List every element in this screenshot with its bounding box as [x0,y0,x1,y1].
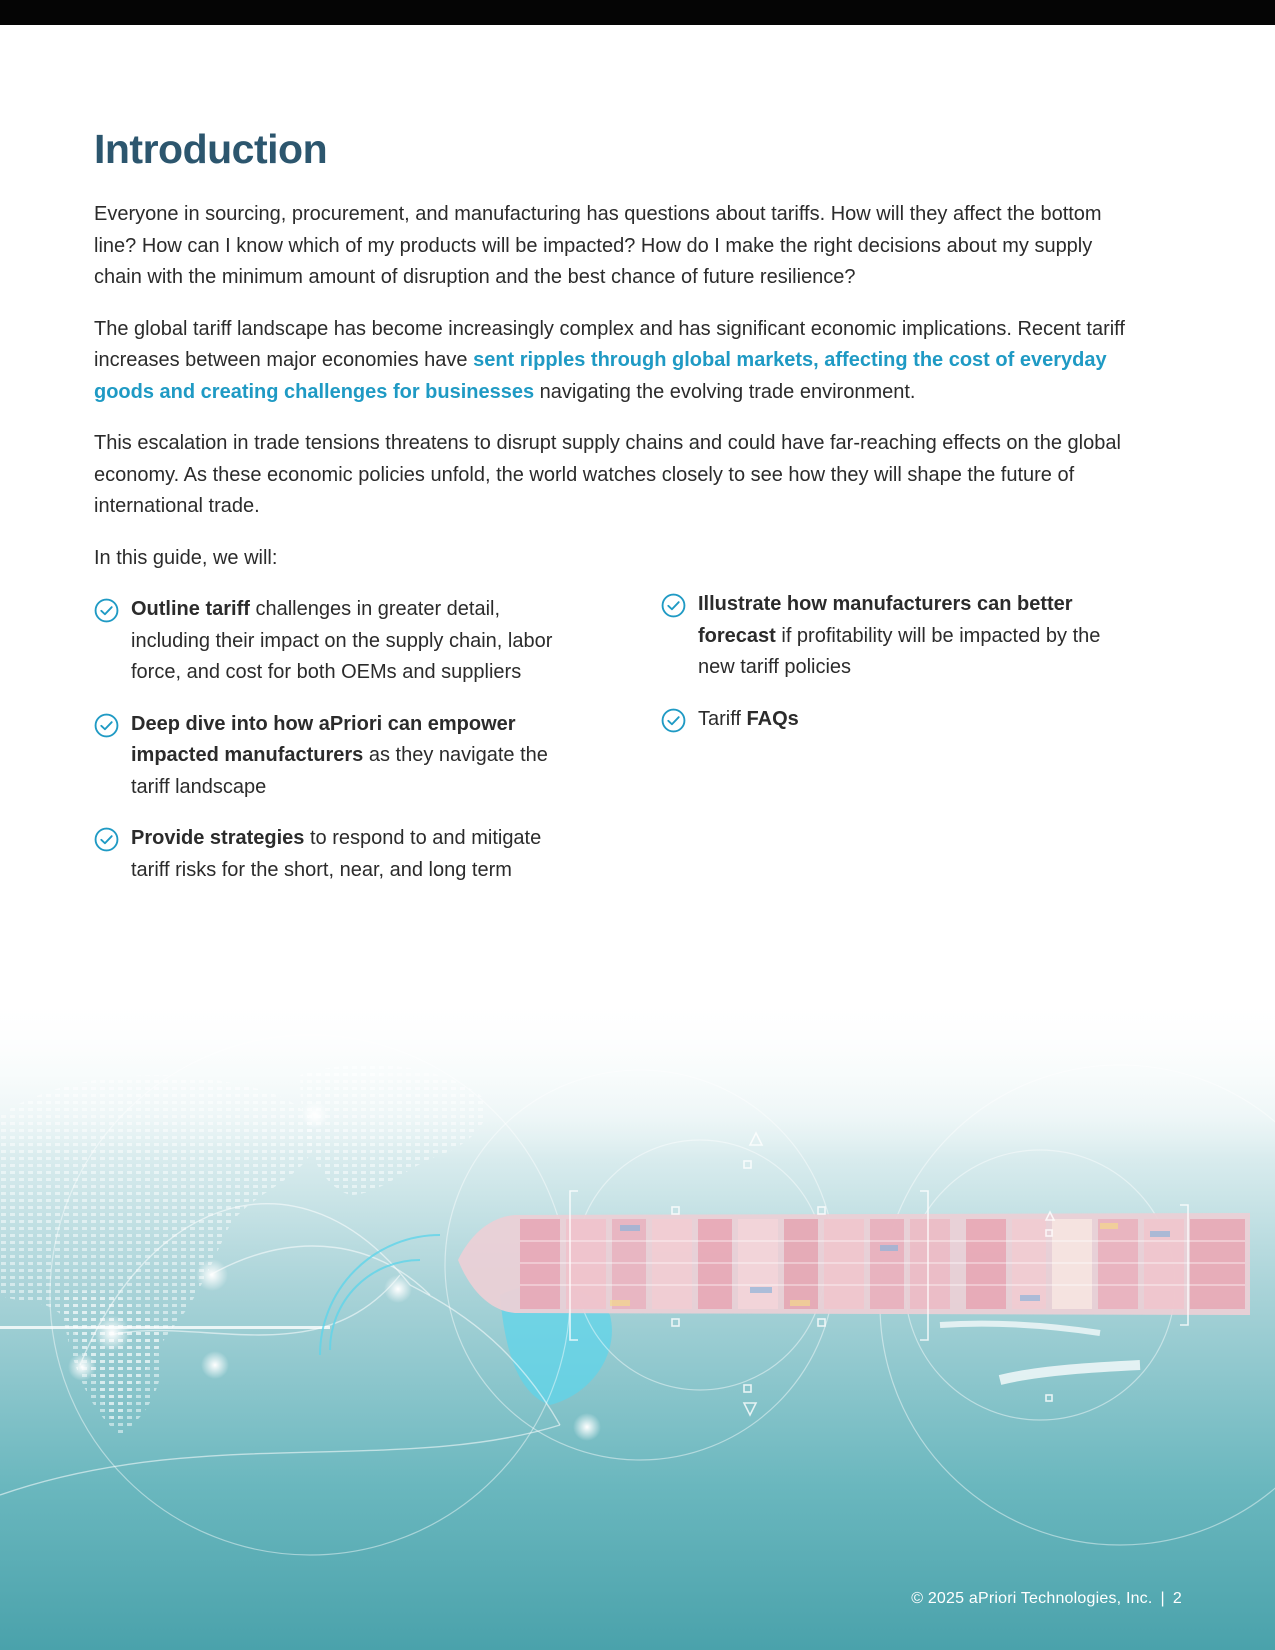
list-item [661,589,1101,684]
footer-separator: | [1160,1590,1165,1607]
paragraph-2-text-after: navigating the evolving trade environment. [534,380,916,403]
guide-list-right [661,589,1101,755]
page-title: Introduction [94,126,328,172]
check-circle-icon [94,598,119,623]
list-item-text [131,594,564,689]
guide-list [94,594,1144,894]
list-item-plain: Tariff [698,707,747,730]
list-item-text [131,709,564,804]
list-item [94,823,564,886]
list-item-bold: Deep dive into how aPriori can empower impacted manufacturers [131,712,516,766]
page-number: 2 [1172,1590,1182,1607]
list-item-rest: to respond to and mitigate tariff risks for the short, near, and long term [131,827,542,881]
page-footer [911,1590,1182,1608]
list-item-bold: Outline tariff [131,598,250,620]
list-item-rest: as they navigate the tariff landscape [131,744,548,798]
list-item-rest: if profitability will be impacted by the new tariff policies [698,624,1101,678]
check-circle-icon [94,713,119,738]
tariff-impact-link[interactable]: sent ripples through global markets, affecting the cost of everyday goods and creating challenges for businesses [94,349,1107,403]
guide-list-left [94,594,564,906]
list-item-bold: Provide strategies [131,827,305,849]
check-circle-icon [661,708,686,733]
paragraph-2-text-before: The global tariff landscape has become increasingly complex and has significant economic implications. Recent tariff increases between major economies have [94,317,1125,371]
list-item-text [698,704,799,736]
guide-intro: In this guide, we will: [94,546,278,569]
page-content [94,120,1144,894]
list-item-bold: FAQs [746,707,799,730]
list-item-text [698,589,1101,684]
paragraph-3: This escalation in trade tensions threatens to disrupt supply chains and could have far-reaching effects on the global economy. As these economic policies unfold, the world watches closely to see how they will shape the future of international trade. [94,432,1121,517]
top-bar [0,0,1275,25]
list-item-text [131,823,564,886]
list-item [94,709,564,804]
list-item [94,594,564,689]
paragraph-2 [94,314,1144,409]
copyright-text: © 2025 aPriori Technologies, Inc. [911,1590,1153,1607]
paragraph-1: Everyone in sourcing, procurement, and manufacturing has questions about tariffs. How will they affect the bottom line? How can I know which of my products will be impacted? How do I make the right decisions about my supply chain with the minimum amount of disruption and the best chance of future resilience? [94,203,1102,288]
list-item-bold: Illustrate how manufacturers can better forecast [698,593,1073,647]
check-circle-icon [94,827,119,852]
container-ship-world-map-illustration [0,995,1275,1650]
list-item [661,704,1101,736]
check-circle-icon [661,593,686,618]
list-item-rest: challenges in greater detail, including their impact on the supply chain, labor force, and cost for both OEMs and suppliers [131,598,553,683]
